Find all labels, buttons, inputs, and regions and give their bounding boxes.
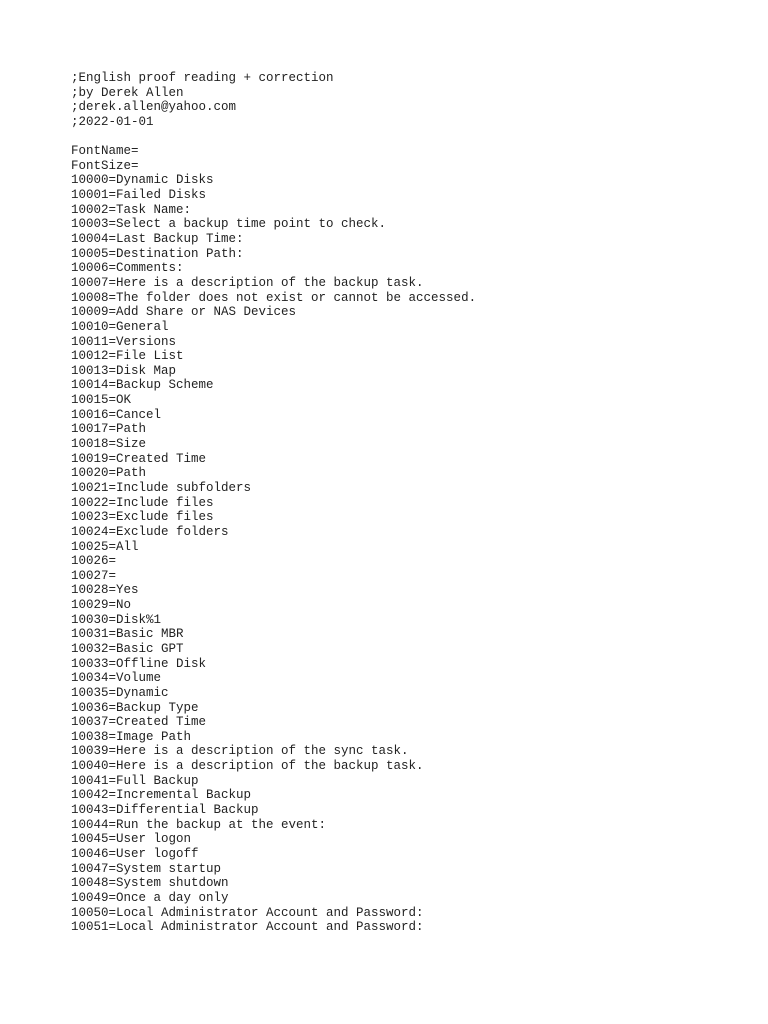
entry-line: 10002=Task Name: <box>71 202 192 217</box>
entry-line: 10020=Path <box>71 466 147 481</box>
entry-line: FontName= <box>71 144 139 159</box>
entry-line: 10008=The folder does not exist or cannot be accessed. <box>71 290 477 305</box>
entry-line: 10006=Comments: <box>71 261 184 276</box>
entry-line: 10047=System startup <box>71 861 222 876</box>
entry-line: 10042=Incremental Backup <box>71 788 252 803</box>
entry-line: 10029=No <box>71 598 132 613</box>
entry-line: 10051=Local Administrator Account and Password: <box>71 920 424 935</box>
entry-line: 10022=Include files <box>71 495 214 510</box>
entry-line: 10028=Yes <box>71 583 139 598</box>
entry-line: 10049=Once a day only <box>71 890 229 905</box>
entry-line: 10037=Created Time <box>71 715 207 730</box>
header-line: ;by Derek Allen <box>71 85 184 100</box>
entry-line: 10000=Dynamic Disks <box>71 173 214 188</box>
entry-line: 10026= <box>71 554 117 569</box>
entry-line: 10032=Basic GPT <box>71 641 184 656</box>
entry-line: 10025=All <box>71 539 139 554</box>
entry-line: 10005=Destination Path: <box>71 246 244 261</box>
header-line: ;2022-01-01 <box>71 114 154 129</box>
entry-line: 10038=Image Path <box>71 729 192 744</box>
entry-line: FontSize= <box>71 158 139 173</box>
entry-line: 10012=File List <box>71 349 184 364</box>
entry-line: 10034=Volume <box>71 671 162 686</box>
entry-line: 10045=User logon <box>71 832 192 847</box>
entry-line: 10024=Exclude folders <box>71 524 229 539</box>
entry-line: 10001=Failed Disks <box>71 188 207 203</box>
entry-line: 10023=Exclude files <box>71 510 214 525</box>
entry-line: 10017=Path <box>71 422 147 437</box>
entry-line: 10030=Disk%1 <box>71 612 162 627</box>
entry-line: 10035=Dynamic <box>71 685 169 700</box>
entry-line: 10044=Run the backup at the event: <box>71 817 327 832</box>
entry-line: 10041=Full Backup <box>71 773 199 788</box>
entry-line: 10007=Here is a description of the backup task. <box>71 275 424 290</box>
entry-line: 10039=Here is a description of the sync task. <box>71 744 409 759</box>
entry-line: 10009=Add Share or NAS Devices <box>71 305 297 320</box>
entry-line: 10019=Created Time <box>71 451 207 466</box>
entry-line: 10027= <box>71 568 117 583</box>
entry-line: 10021=Include subfolders <box>71 480 252 495</box>
entry-line: 10048=System shutdown <box>71 876 229 891</box>
entry-line: 10010=General <box>71 319 169 334</box>
entry-line: 10004=Last Backup Time: <box>71 232 244 247</box>
entry-line: 10050=Local Administrator Account and Password: <box>71 905 424 920</box>
entry-line: 10013=Disk Map <box>71 363 177 378</box>
header-line: ;derek.allen@yahoo.com <box>71 100 237 115</box>
entry-line: 10014=Backup Scheme <box>71 378 214 393</box>
entry-line: 10031=Basic MBR <box>71 627 184 642</box>
entry-line: 10015=OK <box>71 393 132 408</box>
entry-line: 10018=Size <box>71 437 147 452</box>
entry-line: 10040=Here is a description of the backup task. <box>71 759 424 774</box>
entry-line: 10003=Select a backup time point to check. <box>71 217 387 232</box>
document-text <box>71 71 476 935</box>
entry-line: 10016=Cancel <box>71 407 162 422</box>
header-line: ;English proof reading + correction <box>71 71 334 85</box>
entry-line: 10011=Versions <box>71 334 177 349</box>
entry-line: 10046=User logoff <box>71 846 199 861</box>
entry-line: 10036=Backup Type <box>71 700 199 715</box>
entry-line: 10033=Offline Disk <box>71 656 207 671</box>
blank-line <box>71 130 476 145</box>
entry-line: 10043=Differential Backup <box>71 803 259 818</box>
